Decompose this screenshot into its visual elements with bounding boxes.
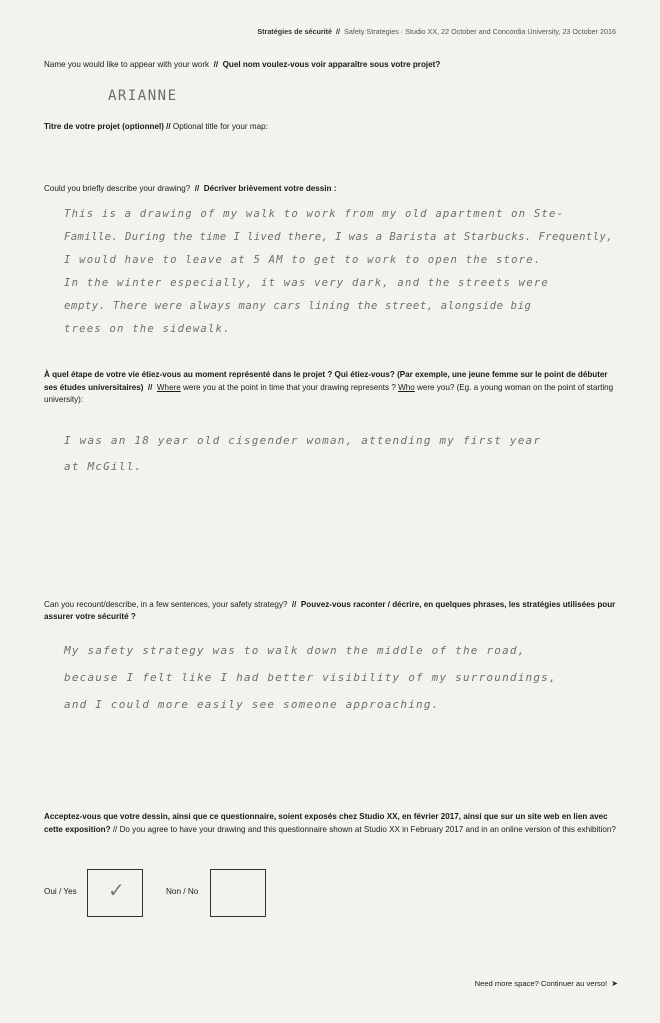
question-life-stage-en-end: were you? (Eg. a young woman on the point of starting university): xyxy=(44,382,614,404)
question-title xyxy=(44,121,619,133)
answer-describe-line: Famille. During the time I lived there, I was a Barista at Starbucks. Frequently, xyxy=(64,231,614,243)
answer-describe-line: empty. There were always many cars lining the street, alongside big xyxy=(64,300,532,312)
answer-safety-strategy-line: and I could more easily see someone approaching. xyxy=(64,698,440,711)
question-describe-en: Could you briefly describe your drawing? xyxy=(44,184,191,193)
answer-describe-line: This is a drawing of my walk to work from my old apartment on Ste- xyxy=(64,208,565,220)
question-title-en: Optional title for your map: xyxy=(172,122,268,131)
question-life-stage-who: Who xyxy=(398,382,415,392)
page-header xyxy=(257,27,616,36)
question-consent xyxy=(44,811,619,836)
question-consent-sep: // xyxy=(112,824,118,834)
answer-name: ARIANNE xyxy=(108,88,178,104)
page-footer xyxy=(475,979,618,988)
consent-yes-checkbox[interactable] xyxy=(87,869,143,917)
question-consent-fr: Acceptez-vous que votre dessin, ainsi que ce questionnaire, soient exposés chez Studio XX, en février 2017, ainsi que sur un site web en lien avec cette exposition? xyxy=(44,812,608,834)
question-life-stage-fr: À quel étape de votre vie étiez-vous au moment représenté dans le projet ? Qui étiez-vous? (Par exemple, une jeune femme sur le point de débuter ses études universitaires) xyxy=(44,370,608,392)
answer-describe-line: trees on the sidewalk. xyxy=(64,323,231,335)
question-life-stage-sep: // xyxy=(147,382,153,392)
answer-life-stage-line: I was an 18 year old cisgender woman, attending my first year xyxy=(64,434,542,447)
answer-describe-line: I would have to leave at 5 AM to get to work to open the store. xyxy=(64,254,542,266)
header-separator: // xyxy=(336,27,341,36)
answer-describe xyxy=(64,203,634,341)
question-life-stage-en-mid: were you at the point in time that your drawing represents ? xyxy=(180,382,399,392)
consent-no-checkbox[interactable] xyxy=(210,869,266,917)
consent-no-label: Non / No xyxy=(166,887,199,896)
question-safety-strategy-fr: Pouvez-vous raconter / décrire, en quelques phrases, les stratégies utilisées pour assurer votre sécurité ? xyxy=(44,600,616,621)
question-name xyxy=(44,59,619,71)
answer-life-stage-line: at McGill. xyxy=(64,460,143,473)
answer-safety-strategy-line: because I felt like I had better visibility of my surroundings, xyxy=(64,671,557,684)
answer-safety-strategy-line: My safety strategy was to walk down the middle of the road, xyxy=(64,644,526,657)
question-name-sep: // xyxy=(213,60,219,69)
answer-safety-strategy xyxy=(64,637,634,718)
answer-describe-line: In the winter especially, it was very dark, and the streets were xyxy=(64,277,549,289)
header-title-fr: Stratégies de sécurité xyxy=(257,27,333,36)
question-consent-en: Do you agree to have your drawing and this questionnaire shown at Studio XX in February 2017 and in an online version of this exhibition? xyxy=(119,824,616,834)
question-title-sep: // xyxy=(166,122,171,131)
footer-text: Need more space? Continuer au verso! xyxy=(474,979,608,988)
check-mark-icon: ✓ xyxy=(108,880,125,902)
question-name-en: Name you would like to appear with your work xyxy=(44,60,210,69)
answer-life-stage xyxy=(64,428,634,480)
question-safety-strategy-en: Can you recount/describe, in a few sentences, your safety strategy? xyxy=(44,600,288,609)
question-describe-fr: Décriver brièvement votre dessin : xyxy=(203,184,337,193)
header-title-en: Safety Strategies · Studio XX, 22 October and Concordia University, 23 October 2016 xyxy=(344,27,616,36)
question-name-fr: Quel nom voulez-vous voir apparaître sous votre projet? xyxy=(222,60,441,69)
arrow-right-icon: ➤ xyxy=(611,979,618,988)
question-safety-strategy-sep: // xyxy=(291,600,297,609)
question-describe-sep: // xyxy=(194,184,200,193)
question-title-fr: Titre de votre projet (optionnel) xyxy=(44,122,164,131)
question-life-stage-where: Where xyxy=(156,382,181,392)
question-life-stage xyxy=(44,369,619,407)
consent-yes-label: Oui / Yes xyxy=(44,887,77,896)
question-describe xyxy=(44,183,619,195)
question-safety-strategy xyxy=(44,599,619,622)
